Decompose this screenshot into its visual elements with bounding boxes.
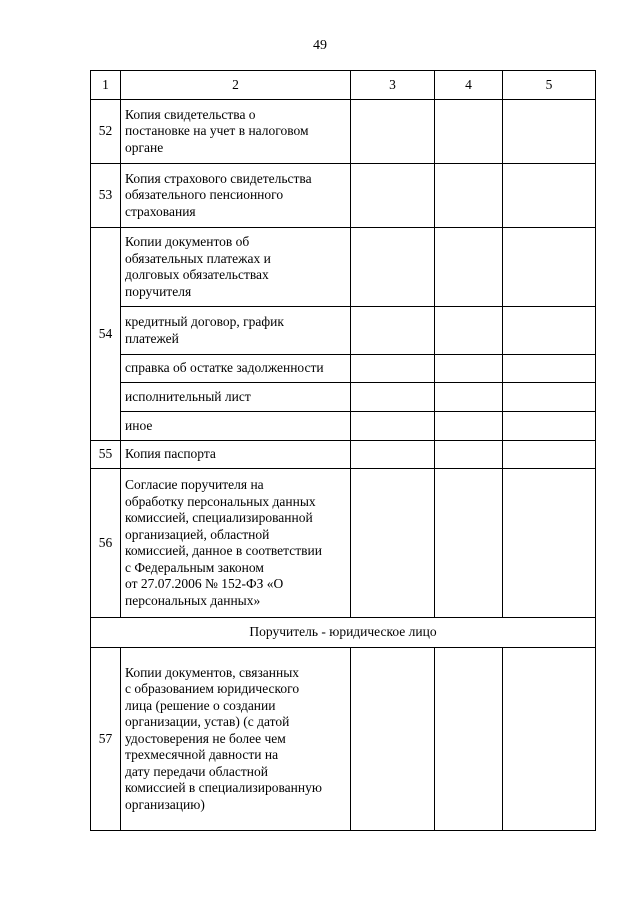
table-row — [91, 469, 596, 618]
table-row — [91, 412, 596, 441]
row-number: 52 — [91, 100, 121, 164]
table-row — [91, 228, 596, 307]
empty-cell — [351, 412, 435, 441]
row-number: 55 — [91, 441, 121, 469]
row-number: 57 — [91, 648, 121, 831]
row-text: исполнительный лист — [125, 388, 251, 404]
empty-cell — [435, 355, 503, 383]
empty-cell — [351, 228, 435, 307]
table-row — [91, 648, 596, 831]
empty-cell — [503, 307, 596, 355]
empty-cell — [435, 412, 503, 441]
table-row — [91, 441, 596, 469]
header-col-1: 1 — [91, 71, 121, 100]
empty-cell — [435, 228, 503, 307]
row-text: Копия свидетельства о постановке на учет в налоговом органе — [125, 106, 309, 155]
empty-cell — [435, 441, 503, 469]
empty-cell — [503, 355, 596, 383]
empty-cell — [503, 383, 596, 412]
row-number: 54 — [91, 228, 121, 441]
empty-cell — [351, 100, 435, 164]
empty-cell — [503, 228, 596, 307]
row-text: Согласие поручителя на обработку персональных данных комиссией, специализированной организацией, областной комиссией, данное в соответствии с Федеральным законом от 27.07.2006 № 152-ФЗ «О персональных данных» — [125, 477, 322, 608]
row-number: 56 — [91, 469, 121, 618]
empty-cell — [503, 441, 596, 469]
empty-cell — [435, 164, 503, 228]
row-number: 53 — [91, 164, 121, 228]
page-number: 49 — [313, 38, 327, 53]
row-text: справка об остатке задолженности — [125, 360, 324, 376]
header-col-5: 5 — [503, 71, 596, 100]
row-text: кредитный договор, график платежей — [125, 314, 284, 346]
row-text: Копия страхового свидетельства обязательного пенсионного страхования — [125, 170, 312, 219]
empty-cell — [435, 100, 503, 164]
table-row — [91, 164, 596, 228]
header-col-2: 2 — [121, 71, 351, 100]
empty-cell — [351, 307, 435, 355]
row-text: Копия паспорта — [125, 446, 216, 462]
document-table — [90, 70, 596, 831]
section-title: Поручитель - юридическое лицо — [91, 618, 596, 648]
table-row — [91, 307, 596, 355]
empty-cell — [351, 383, 435, 412]
empty-cell — [503, 100, 596, 164]
empty-cell — [503, 648, 596, 831]
table-row — [91, 383, 596, 412]
header-col-4: 4 — [435, 71, 503, 100]
row-text: Копии документов, связанных с образованием юридического лица (решение о создании организации, устав) (с датой удостоверения не более чем трехмесячной давности на дату передачи областной комиссией в специализированную организацию) — [125, 664, 322, 812]
empty-cell — [503, 469, 596, 618]
empty-cell — [351, 355, 435, 383]
empty-cell — [435, 648, 503, 831]
header-col-3: 3 — [351, 71, 435, 100]
empty-cell — [351, 441, 435, 469]
empty-cell — [503, 164, 596, 228]
empty-cell — [351, 164, 435, 228]
empty-cell — [435, 307, 503, 355]
empty-cell — [503, 412, 596, 441]
empty-cell — [435, 383, 503, 412]
row-text: Копии документов об обязательных платежах и долговых обязательствах поручителя — [125, 234, 271, 299]
table-row — [91, 355, 596, 383]
empty-cell — [351, 648, 435, 831]
table-header-row — [91, 71, 596, 100]
table-row — [91, 100, 596, 164]
section-row — [91, 618, 596, 648]
empty-cell — [435, 469, 503, 618]
row-text: иное — [125, 417, 153, 433]
empty-cell — [351, 469, 435, 618]
